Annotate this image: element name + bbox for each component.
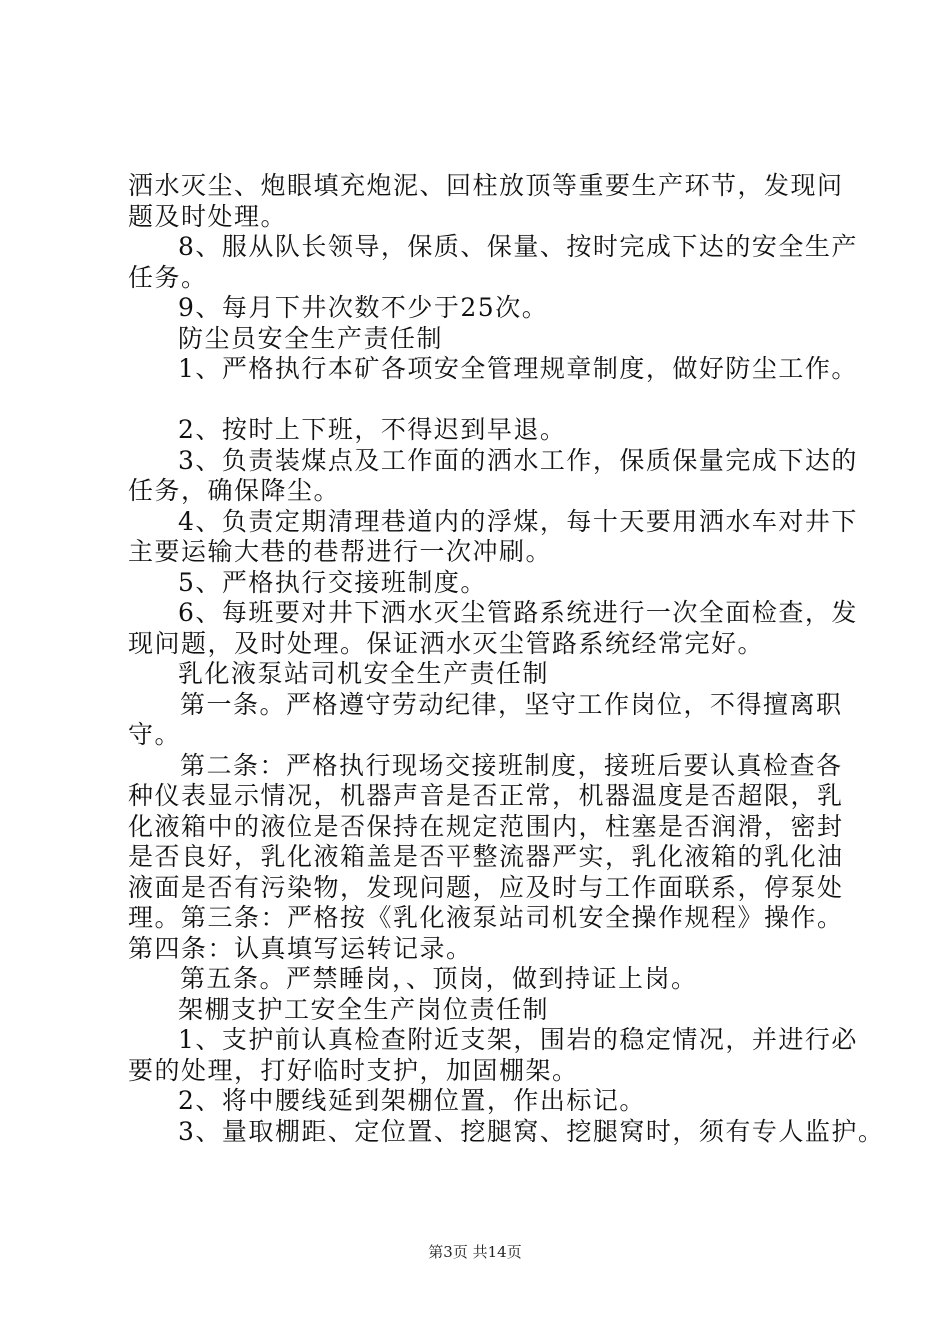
text-line: 2、按时上下班，不得迟到早退。: [178, 415, 567, 444]
text-line: 4、负责定期清理巷道内的浮煤，每十天要用洒水车对井下: [178, 506, 858, 536]
section-heading: 防尘员安全生产责任制: [178, 323, 444, 353]
text-line: 1、支护前认真检查附近支架，围岩的稳定情况，并进行必: [178, 1025, 858, 1054]
text-line: 第二条：严格执行现场交接班制度，接班后要认真检查各: [180, 750, 843, 780]
text-line: 3、负责装煤点及工作面的洒水工作，保质保量完成下达的: [178, 445, 858, 475]
document-body: [128, 171, 885, 1147]
text-line: 现问题，及时处理。保证洒水灭尘管路系统经常完好。: [128, 628, 765, 658]
section-heading: 乳化液泵站司机安全生产责任制: [178, 659, 550, 688]
text-line: 种仪表显示情况，机器声音是否正常，机器温度是否超限，乳: [128, 781, 844, 810]
text-line: 洒水灭尘、炮眼填充炮泥、回柱放顶等重要生产环节，发现问: [128, 171, 844, 200]
text-line: 化液箱中的液位是否保持在规定范围内，柱塞是否润滑，密封: [128, 811, 844, 841]
text-line: 任务，确保降尘。: [128, 476, 341, 505]
text-line: 第四条：认真填写运转记录。: [128, 933, 473, 963]
text-line: 要的处理，打好临时支护，加固棚架。: [128, 1055, 579, 1085]
text-line: 第一条。严格遵守劳动纪律，坚守工作岗位，不得擅离职: [180, 689, 843, 719]
text-line: 是否良好，乳化液箱盖是否平整流器严实，乳化液箱的乳化油: [128, 842, 844, 871]
text-line: 主要运输大巷的巷帮进行一次冲刷。: [128, 537, 553, 566]
text-line: 5、严格执行交接班制度。: [178, 567, 487, 597]
text-line: 任务。: [128, 262, 208, 292]
blank-line: [128, 385, 836, 416]
page-footer: [0, 1241, 950, 1262]
text-line: 9、每月下井次数不少于25次。: [178, 293, 549, 322]
text-line: 8、服从队长领导，保质、保量、按时完成下达的安全生产: [178, 232, 858, 261]
text-line: 守。: [128, 720, 182, 749]
text-line: 题及时处理。: [128, 201, 288, 231]
section-heading: 架棚支护工安全生产岗位责任制: [178, 994, 550, 1024]
text-line: 理。第三条：严格按《乳化液泵站司机安全操作规程》操作。: [128, 903, 844, 932]
page-number: 第3页 共14页: [428, 1243, 522, 1261]
text-line: 第五条。严禁睡岗，、顶岗，做到持证上岗。: [180, 964, 698, 993]
text-line: 3、量取棚距、定位置、挖腿窝、挖腿窝时，须有专人监护。: [178, 1116, 885, 1146]
text-line: 6、每班要对井下洒水灭尘管路系统进行一次全面检查，发: [178, 598, 858, 627]
text-line: 液面是否有污染物，发现问题，应及时与工作面联系，停泵处: [128, 872, 844, 902]
text-line: 1、严格执行本矿各项安全管理规章制度，做好防尘工作。: [178, 354, 858, 383]
text-line: 2、将中腰线延到架棚位置，作出标记。: [178, 1086, 646, 1115]
